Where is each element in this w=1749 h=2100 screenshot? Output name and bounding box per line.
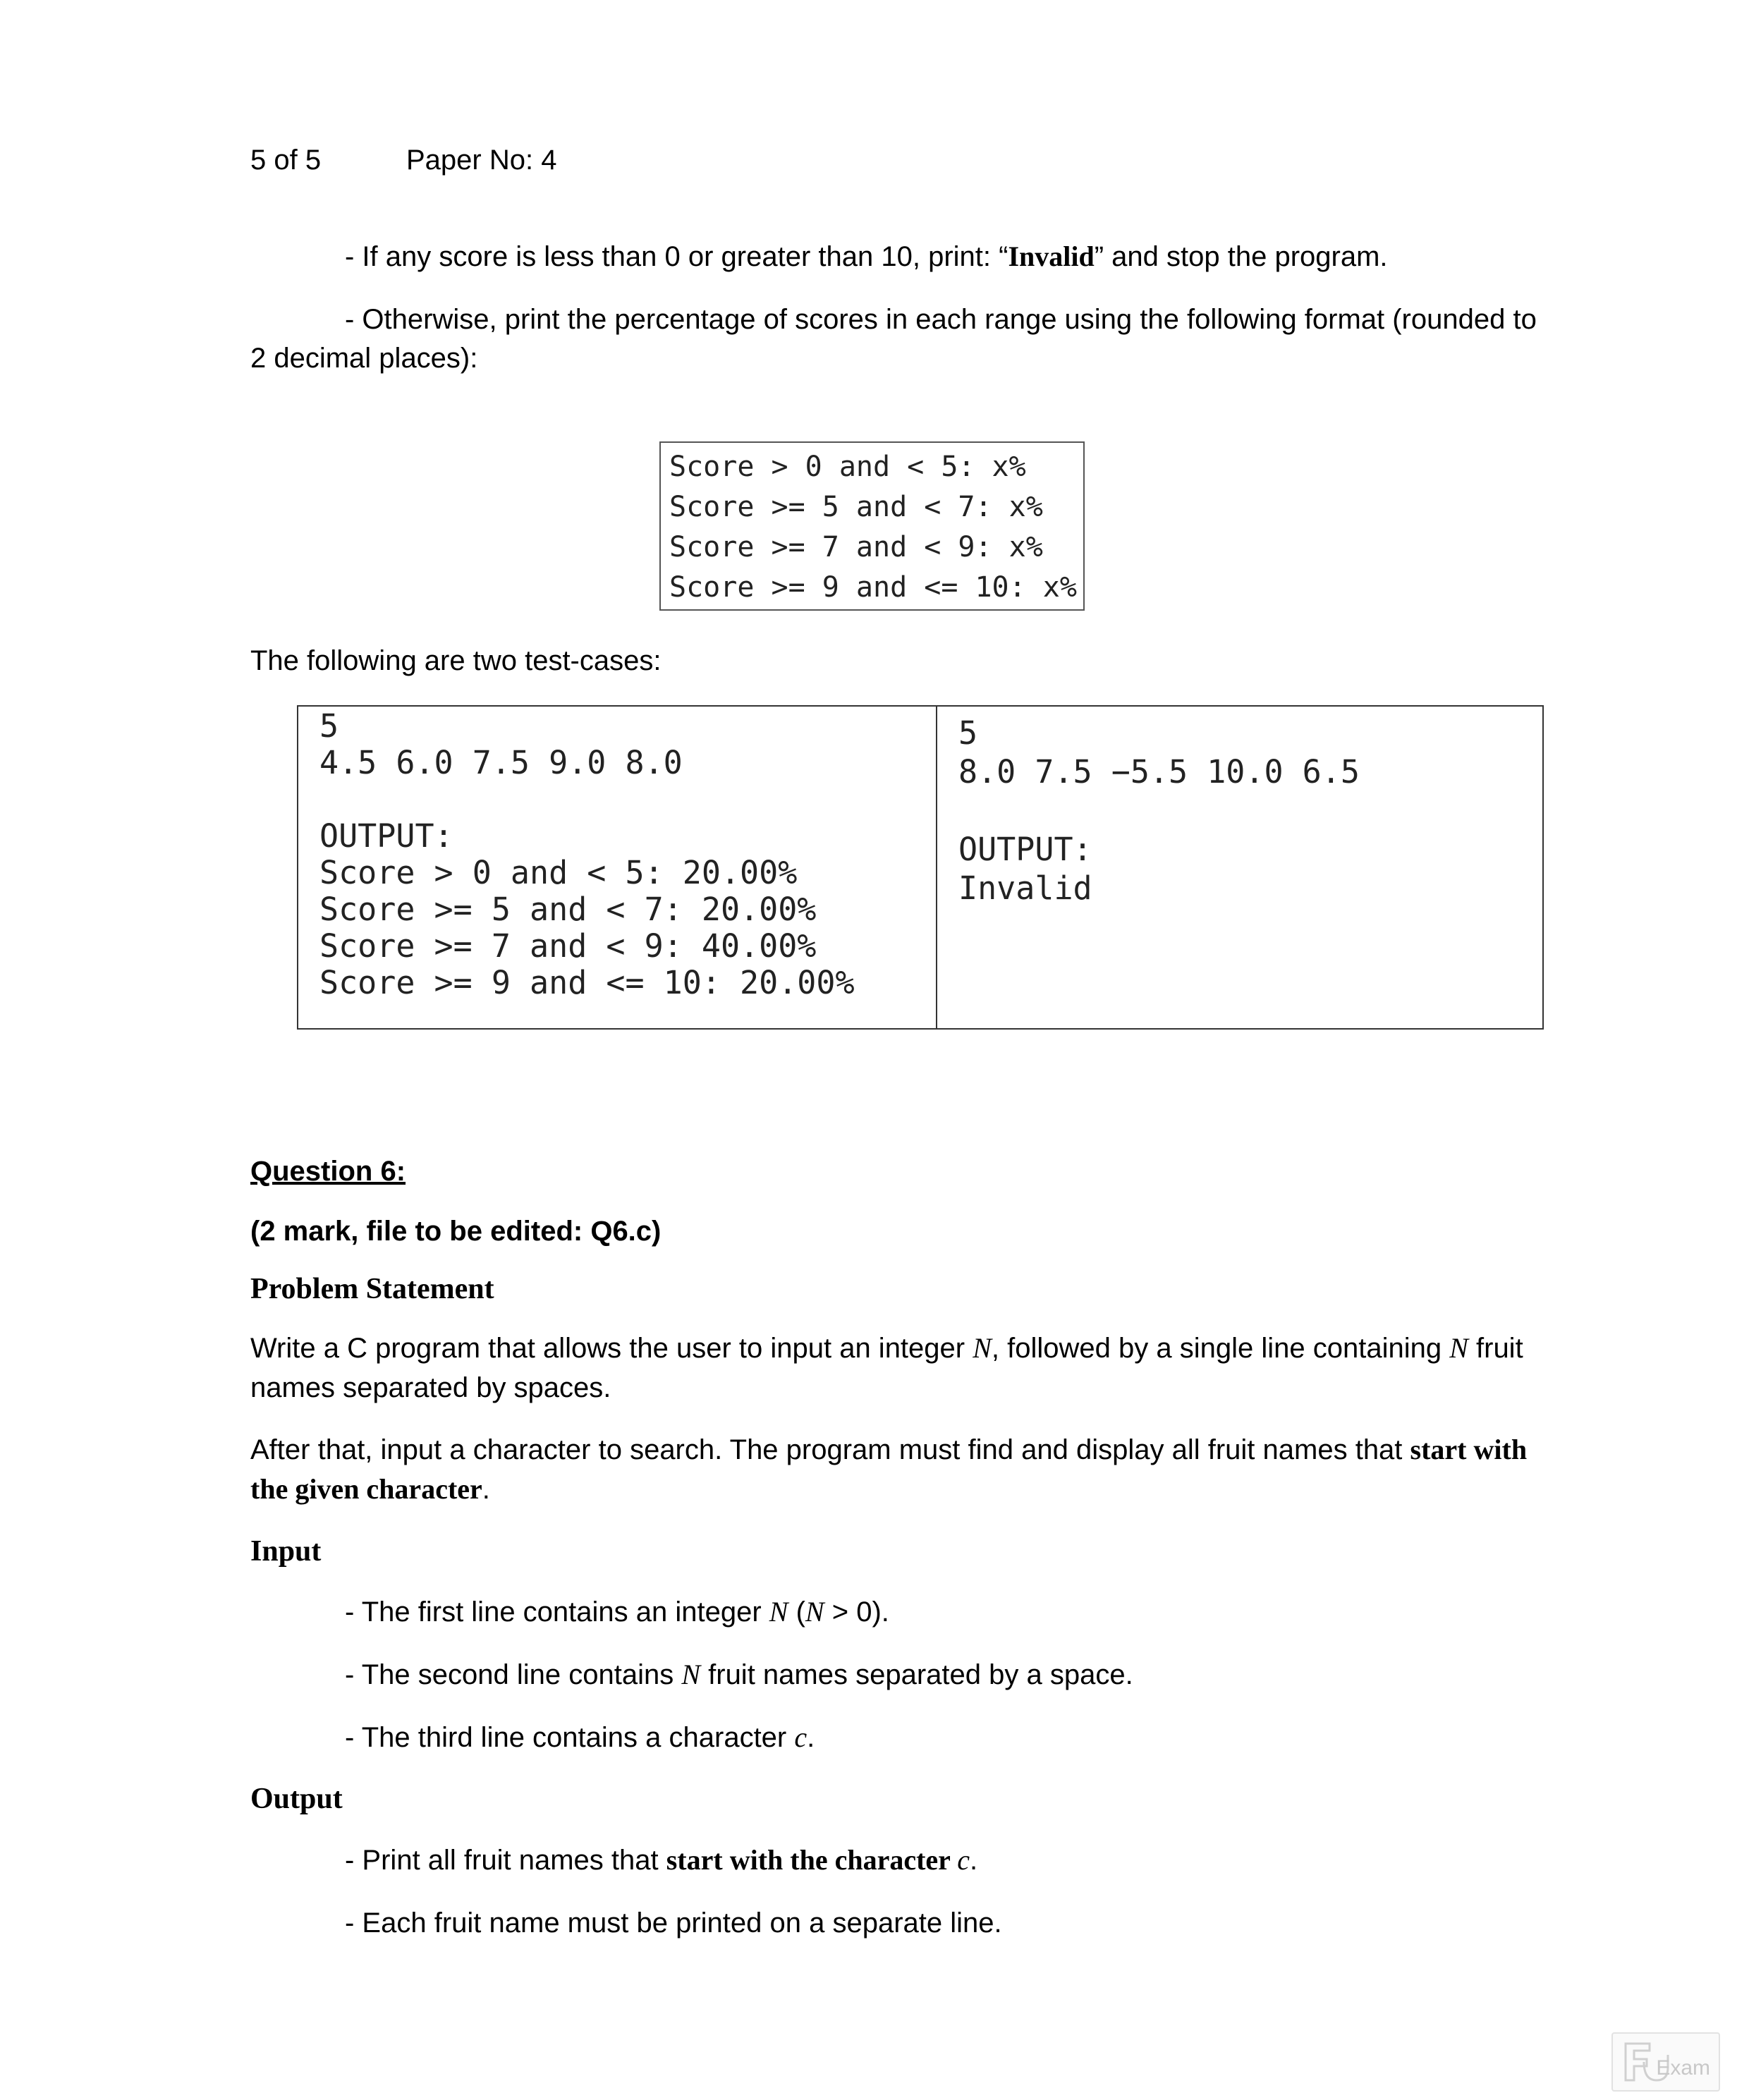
output-item-2: - Each fruit name must be printed on a separate line. <box>345 1907 1002 1939</box>
otherwise-rule-line2: 2 decimal places): <box>250 343 478 374</box>
test-case-line: 8.0 7.5 −5.5 10.0 6.5 <box>958 753 1360 790</box>
format-line: Score >= 5 and < 7: x% <box>669 491 1043 523</box>
variable-c: c <box>794 1721 808 1753</box>
page-indicator: 5 of 5 <box>250 145 322 176</box>
item-text: > 0). <box>824 1597 889 1628</box>
variable-n: N <box>805 1596 824 1628</box>
item-text: . <box>969 1845 978 1876</box>
test-case-line: 4.5 6.0 7.5 9.0 8.0 <box>319 744 683 781</box>
statement-text: Write a C program that allows the user to input an integer <box>250 1333 973 1364</box>
question-marks: (2 mark, file to be edited: Q6.c) <box>250 1216 662 1247</box>
statement-emphasis: start with <box>1410 1434 1528 1465</box>
test-case-line: OUTPUT: <box>319 817 453 855</box>
format-line: Score > 0 and < 5: x% <box>669 451 1026 483</box>
item-text: - Print all fruit names that <box>345 1845 666 1876</box>
item-emphasis: start with the character <box>666 1844 958 1876</box>
test-cases-intro: The following are two test-cases: <box>250 645 662 676</box>
test-case-line: OUTPUT: <box>958 831 1092 868</box>
variable-c: c <box>957 1844 970 1876</box>
test-case-line: Invalid <box>958 869 1092 907</box>
item-text: - The third line contains a character <box>345 1722 795 1753</box>
statement-emphasis: the given character <box>250 1473 482 1505</box>
variable-n: N <box>1449 1332 1468 1364</box>
test-case-line: 5 <box>958 714 978 752</box>
input-item-3 <box>345 1721 815 1754</box>
watermark-text: Exam <box>1656 2056 1710 2080</box>
item-text: . <box>807 1722 815 1753</box>
test-case-2 <box>937 707 1542 1028</box>
output-item-1 <box>345 1843 977 1877</box>
input-item-2 <box>345 1658 1133 1692</box>
input-item-1 <box>345 1595 889 1629</box>
variable-n: N <box>769 1596 788 1628</box>
item-text: - The first line contains an integer <box>345 1597 769 1628</box>
test-cases-table <box>297 705 1544 1030</box>
statement2-line1 <box>250 1433 1527 1467</box>
input-heading: Input <box>250 1535 322 1568</box>
test-case-line <box>958 791 1542 830</box>
item-text: - The second line contains <box>345 1659 682 1690</box>
statement-line1 <box>250 1331 1523 1365</box>
statement2-line2 <box>250 1472 490 1506</box>
test-case-line: Score >= 5 and < 7: 20.00% <box>319 891 817 928</box>
question-title: Question 6: <box>250 1156 406 1187</box>
test-case-line: Score >= 9 and <= 10: 20.00% <box>319 964 855 1001</box>
item-text: ( <box>788 1597 805 1628</box>
invalid-rule-prefix: - If any score is less than 0 or greater than 10, print: “ <box>345 241 1008 272</box>
problem-statement-heading: Problem Statement <box>250 1273 494 1305</box>
variable-n: N <box>681 1659 701 1690</box>
variable-n: N <box>973 1332 992 1364</box>
test-case-line: Score >= 7 and < 9: 40.00% <box>319 927 817 965</box>
statement-line2: names separated by spaces. <box>250 1372 611 1403</box>
test-case-1 <box>298 707 937 1028</box>
statement-text: fruit <box>1468 1333 1523 1364</box>
statement-text: , followed by a single line containing <box>991 1333 1450 1364</box>
paper-number: Paper No: 4 <box>406 145 557 176</box>
format-line: Score >= 9 and <= 10: x% <box>669 571 1077 604</box>
test-case-line: Score > 0 and < 5: 20.00% <box>319 854 798 891</box>
format-line: Score >= 7 and < 9: x% <box>669 531 1043 563</box>
test-case-line <box>319 781 936 818</box>
statement-text: After that, input a character to search. The program must find and display all fruit names that <box>250 1434 1410 1465</box>
invalid-rule <box>345 240 1388 274</box>
statement-text: . <box>482 1474 490 1505</box>
output-format-box <box>659 441 1085 611</box>
otherwise-rule-line1: - Otherwise, print the percentage of scores in each range using the following format (rounded to <box>345 304 1537 335</box>
invalid-rule-suffix: ” and stop the program. <box>1094 241 1388 272</box>
exam-watermark-logo <box>1611 2032 1720 2092</box>
invalid-rule-keyword: Invalid <box>1008 240 1095 272</box>
output-heading: Output <box>250 1783 343 1815</box>
item-text: fruit names separated by a space. <box>700 1659 1133 1690</box>
test-case-line: 5 <box>319 707 339 745</box>
